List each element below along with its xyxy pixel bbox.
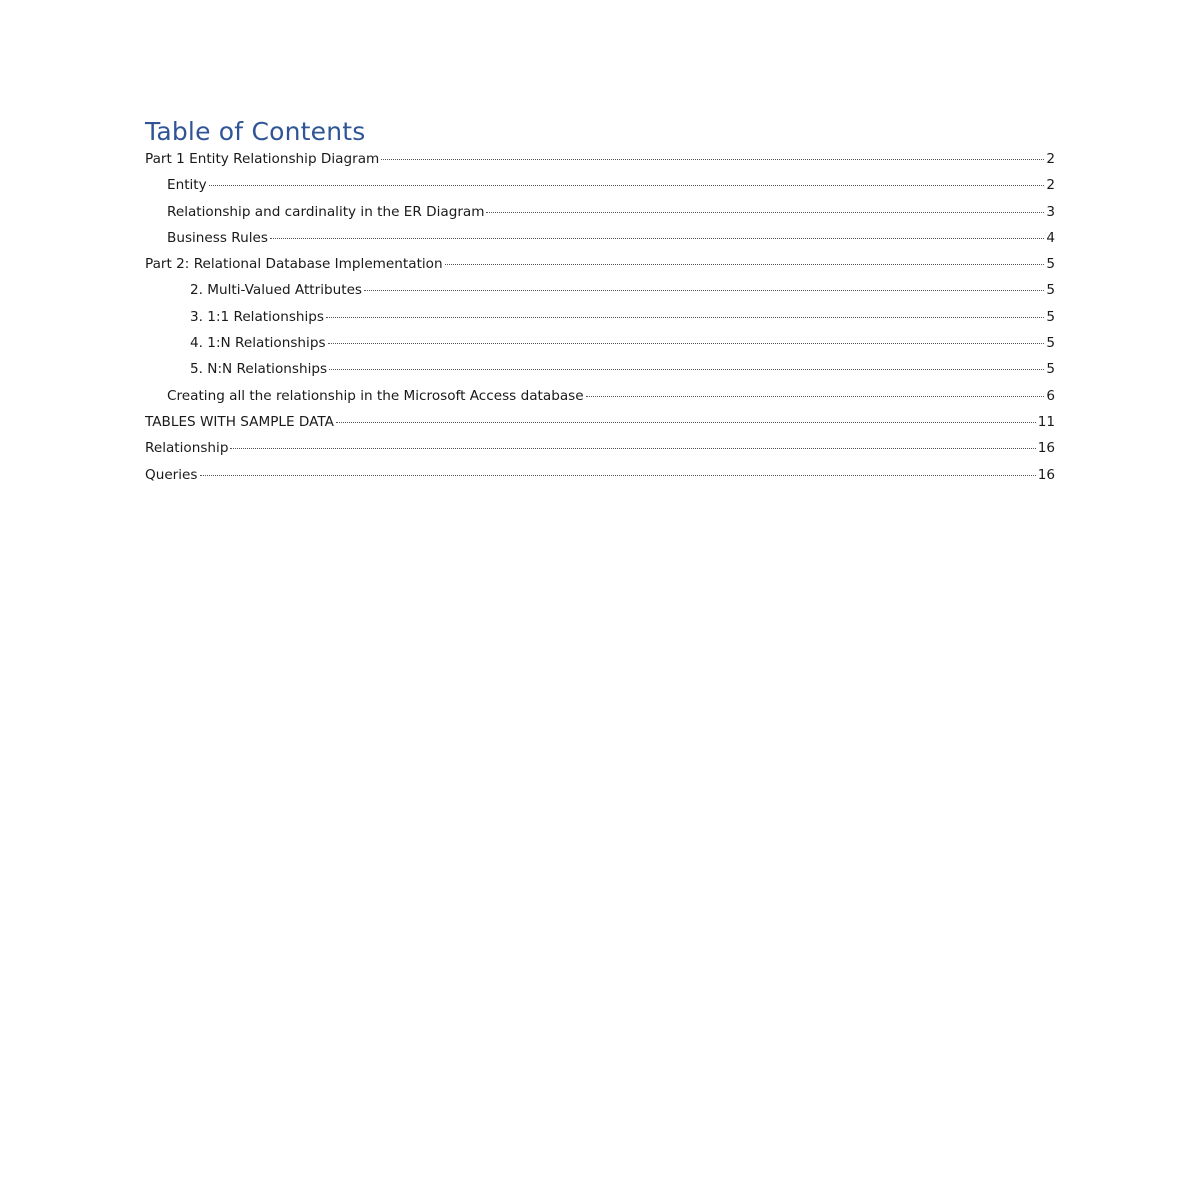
table-of-contents: [145, 114, 1055, 490]
toc-entry-label: Queries: [145, 466, 198, 483]
toc-entry-page: 4: [1046, 229, 1055, 246]
dot-leader: [486, 198, 1044, 213]
toc-entry-label: 5. N:N Relationships: [190, 361, 328, 378]
toc-title: Table of Contents: [145, 117, 366, 146]
dot-leader: [270, 224, 1044, 239]
dot-leader: [381, 145, 1044, 160]
dot-leader: [200, 461, 1036, 476]
toc-entry-page: 5: [1046, 335, 1055, 352]
toc-entry-page: 11: [1037, 413, 1055, 430]
dot-leader: [336, 408, 1036, 423]
toc-entry-page: 3: [1046, 203, 1055, 220]
dot-leader: [445, 250, 1045, 265]
toc-entry-label: Part 2: Relational Database Implementation: [145, 256, 443, 273]
toc-entry-label: Business Rules: [167, 229, 268, 246]
toc-entry-queries[interactable]: [145, 464, 1055, 490]
toc-entry-label: 2. Multi-Valued Attributes: [190, 282, 363, 299]
dot-leader: [209, 171, 1045, 186]
toc-entry-label: TABLES WITH SAMPLE DATA: [145, 413, 334, 430]
dot-leader: [586, 382, 1045, 397]
toc-entry-label: Creating all the relationship in the Microsoft Access database: [167, 387, 584, 404]
toc-entry-label: Relationship and cardinality in the ER Diagram: [167, 203, 485, 220]
toc-entry-label: 3. 1:1 Relationships: [190, 308, 325, 325]
toc-entry-label: Relationship: [145, 440, 229, 457]
toc-entry-page: 5: [1046, 256, 1055, 273]
toc-entry-page: 5: [1046, 308, 1055, 325]
toc-entry-label: 4. 1:N Relationships: [190, 335, 326, 352]
toc-entry-page: 16: [1037, 466, 1055, 483]
toc-entry-page: 5: [1046, 282, 1055, 299]
toc-list: [145, 148, 1055, 490]
toc-entry-page: 16: [1037, 440, 1055, 457]
dot-leader: [329, 355, 1044, 370]
toc-entry-label: Entity: [167, 177, 207, 194]
toc-entry-page: 2: [1046, 151, 1055, 167]
toc-entry-label: Part 1 Entity Relationship Diagram: [145, 151, 380, 167]
dot-leader: [328, 329, 1045, 344]
toc-entry-page: 6: [1046, 387, 1055, 404]
dot-leader: [326, 303, 1044, 318]
dot-leader: [230, 434, 1035, 449]
toc-entry-page: 5: [1046, 361, 1055, 378]
toc-entry-page: 2: [1046, 177, 1055, 194]
dot-leader: [364, 276, 1044, 291]
